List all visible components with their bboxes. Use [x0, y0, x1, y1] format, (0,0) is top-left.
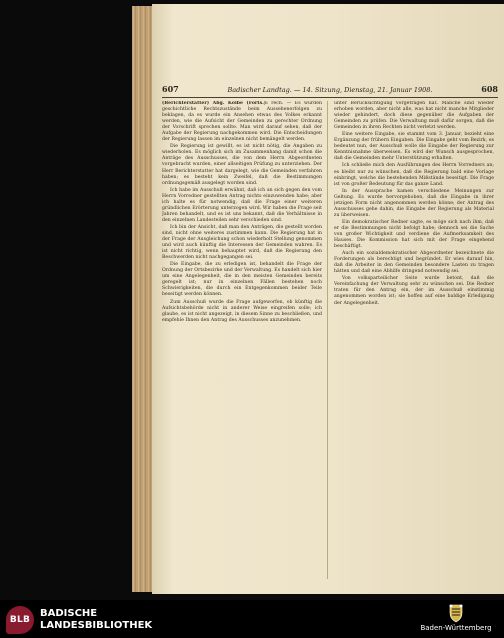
- paragraph: Von volksparteilicher Seite wurde betont, daß die Vereinfachung der Verwaltung sehr zu wünschen sei. Die Redner traten für den Antrag ein, der im Ausschuß einstimmig angenommen worden ist; sie hoffen auf eine baldige Erledigung der Angelegenheit.: [334, 276, 494, 306]
- paragraph: (Berichterstatter) Abg. Kölbe (Forts.): rech. — Es wurden geschichtliche Rechtszustände beim Aussehenerfolgen zu beklagen, da es wurde ein Ansehen etwas des Volkes erkannt werden, wie die Aufsicht der Gemeinden zu gerechter Ordnung der Vorschrift sprechen sollte. Man wird darauf sehen, daß der Aufgabe der Regierung nachgekommen wird. Die Entscheidungen der Regierung lassen im einzelnen nicht bemängelt werden.: [162, 101, 322, 143]
- baden-wuerttemberg-logo[interactable]: [416, 603, 496, 635]
- library-name[interactable]: BADISCHE LANDESBIBLIOTHEK: [40, 608, 153, 631]
- state-label: Baden-Württemberg: [420, 624, 492, 632]
- paragraph: Ich bin der Ansicht, daß man den Anträgen, die gestellt worden sind, nicht ohne weiteres zustimmen kann. Die Regierung hat in der Frage der Ausgleichung schon wiederholt Stellung genommen und wird auch künftig die Interessen der Gemeinden wahren. Es ist nicht richtig, wenn behauptet wird, daß die Regierung den Beschwerden nicht nachgegangen sei.: [162, 224, 322, 261]
- paragraph: Zum Ausschuß wurde die Frage aufgeworfen, ob künftig die Aufsichtsbehörde nicht in anderer Weise eingreifen solle; ich glaube, es ist nicht angezeigt, in diesem Sinne zu beschließen, und empfehle Ihnen den Antrag des Ausschusses anzunehmen.: [162, 299, 322, 323]
- paragraph: Ein demokratischer Redner sagte, es möge sich nach ihm, daß er die Bestimmungen nicht befolgt habe; dennoch sei die Sache von großer Wichtigkeit und verdiene die Aufmerksamkeit des Hauses. Die Kommission hat sich mit der Frage eingehend beschäftigt.: [334, 219, 494, 250]
- paragraph: Ich habe im Ausschuß erwähnt, daß ich an sich gegen den vom Herrn Vorredner gestellten Antrag nichts einzuwenden habe; aber ich halte es für notwendig, daß die Frage einer weiteren gründlichen Erörterung unterzogen wird. Wir haben die Frage seit Jahren behandelt, und es ist uns bekannt, daß die Verhältnisse in den einzelnen Landesteilen sehr verschieden sind.: [162, 187, 322, 223]
- paragraph: In der Aussprache kamen verschiedene Meinungen zur Geltung. Es wurde hervorgehoben, daß die Eingabe in ihrer jetzigen Form nicht angenommen werden könne; der Antrag des Ausschusses gehe dahin, die Eingabe der Regierung als Material zu überweisen.: [334, 188, 494, 218]
- right-page-number: 608: [481, 84, 498, 94]
- coat-of-arms-icon: [448, 603, 464, 623]
- left-page-number: 607: [162, 84, 179, 94]
- paragraph: Auch ein sozialdemokratischer Abgeordneter bezeichnete die Forderungen als berechtigt und begründet. Er wies darauf hin, daß die Arbeiter in den Gemeinden besondere Lasten zu tragen hätten und daß eine Abhilfe dringend notwendig sei.: [334, 251, 494, 275]
- blb-logo-text: BLB: [9, 615, 31, 625]
- column-divider: [327, 101, 328, 579]
- paragraph: Die Regierung ist gewillt, es ist nicht nötig, die Angaben zu wiederholen. Es möglich sich im Zusammenhang damit schon die Anträge des Ausschusses, die von dem Herrn Abgeordneten vorgebracht wurden, einer allseitigen Prüfung zu unterziehen. Der Herr Berichterstatter hat dargelegt, wie die Gemeinden verfahren haben; es besteht kein Zweifel, daß die Bestimmungen ordnungsgemäß ausgelegt worden sind.: [162, 144, 322, 186]
- header-rule: [162, 97, 498, 98]
- book-edge: [132, 6, 154, 592]
- paragraph: unter Berücksichtigung vorgetragen hat. Manche sind wieder erhoben worden, aber nicht alle, was hat nicht manche Mitglieder wieder gehindert, doch diese gegenüber die Aufgaben der Gemeinden zu prüfen. Die Verwaltung muß dafür sorgen, daß die Gemeinden in ihren Rechten nicht verletzt werden.: [334, 101, 494, 131]
- blb-logo[interactable]: [6, 606, 34, 634]
- running-head: Badischer Landtag. — 14. Sitzung, Dienstag, 21. Januar 1908.: [227, 86, 433, 94]
- page-header: [162, 84, 498, 96]
- paragraph: Eine weitere Eingabe, sie stammt vom 3. Januar, bezieht eine Ergänzung der frühern Eingaben. Die Eingabe geht vom Bezirk, es bedeutet nun, der Ausschuß wolle die Eingabe der Regierung zur Kenntnisnahme überweisen. Es wird der Wunsch ausgesprochen, daß die Gemeinden mehr Unterstützung erhalten.: [334, 132, 494, 162]
- right-text-column: [334, 101, 494, 579]
- paragraph: Die Eingabe, die zu erledigen ist, behandelt die Frage der Ordnung der Ortsbezirke und der Verwaltung. Es handelt sich hier um eine Angelegenheit, die in den meisten Gemeinden bereits geregelt ist; nur in einzelnen Fällen bestehen noch Schwierigkeiten, die durch ein Entgegenkommen beider Teile beseitigt werden können.: [162, 262, 322, 298]
- viewer-footer: [0, 600, 504, 638]
- book-page: [152, 4, 504, 594]
- paragraph: Ich schließe mich den Ausführungen des Herrn Vorredners an; es bleibt nur zu wünschen, daß die Regierung bald eine Vorlage einbringt, welche die bestehenden Mißstände beseitigt. Die Frage ist von großer Bedeutung für das ganze Land.: [334, 163, 494, 187]
- left-text-column: [162, 101, 322, 579]
- speaker-label: (Berichterstatter) Abg. Kölbe (Forts.):: [162, 101, 268, 106]
